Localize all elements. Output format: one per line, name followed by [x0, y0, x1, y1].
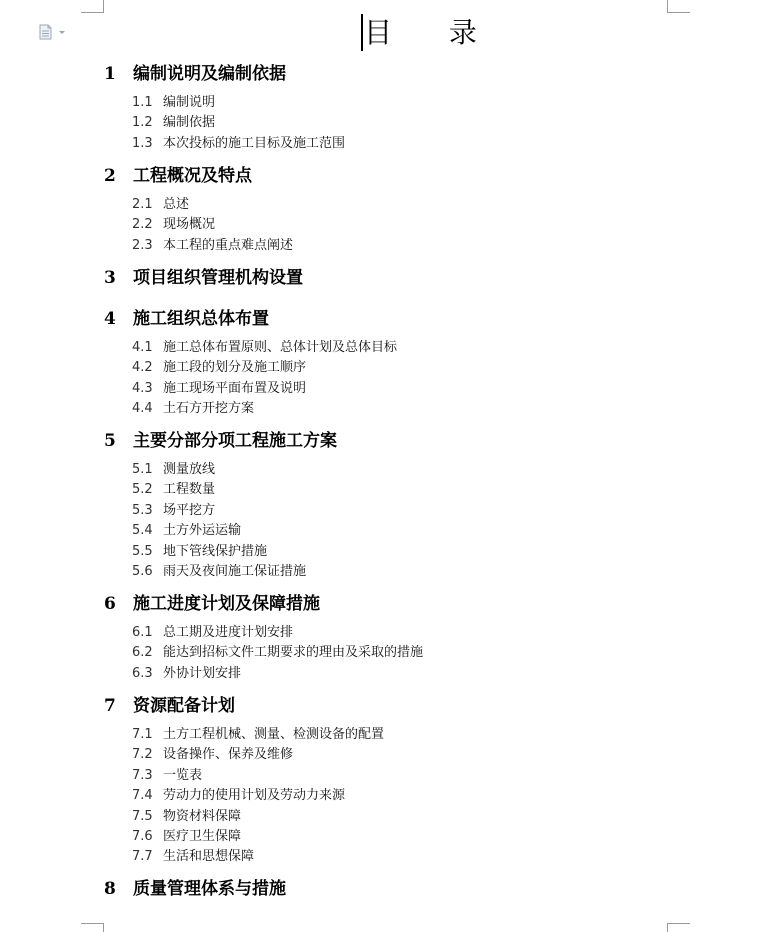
toc-section-title: 总述 — [163, 197, 190, 212]
toc-section-title: 场平挖方 — [163, 502, 216, 518]
page-corner-top-right — [667, 0, 690, 13]
toc-section-title: 本工程的重点难点阐述 — [163, 237, 294, 253]
toc-chapter-title: 质量管理体系与措施 — [133, 879, 286, 899]
toc-chapter-title: 施工进度计划及保障措施 — [133, 594, 320, 614]
toc-chapter-title: 项目组织管理机构设置 — [133, 268, 303, 288]
toc-section-title: 外协计划安排 — [163, 665, 242, 681]
toc-chapter-number: 1 — [104, 64, 116, 84]
toc-section-number: 1.1 — [132, 95, 153, 110]
toc-section-number: 2.2 — [132, 217, 153, 233]
toc-section-number: 1.3 — [132, 135, 153, 151]
toc-section-title: 劳动力的使用计划及劳动力来源 — [163, 788, 346, 804]
toc-section-title: 编制依据 — [163, 115, 216, 131]
toc-section-title: 施工现场平面布置及说明 — [163, 380, 307, 396]
toc-chapter-number: 7 — [104, 696, 116, 716]
toc-section-number: 5.4 — [132, 523, 153, 539]
toc-section-number: 5.3 — [132, 502, 153, 518]
toc-section-number: 5.5 — [132, 543, 153, 559]
toc-section-title: 土方外运运输 — [163, 523, 242, 539]
toc-section-number: 4.3 — [132, 380, 153, 396]
toc-section-number: 2.3 — [132, 237, 153, 253]
toc-chapter-number: 8 — [104, 879, 116, 899]
toc-chapter-number: 4 — [104, 309, 116, 329]
toc-section-number: 5.1 — [132, 462, 153, 477]
toc-section-title: 地下管线保护措施 — [163, 543, 268, 559]
toc-section-title: 本次投标的施工目标及施工范围 — [163, 135, 346, 151]
toc-chapter-title: 编制说明及编制依据 — [133, 64, 286, 84]
toc-chapter-number: 3 — [104, 268, 116, 288]
toc-section-number: 6.3 — [132, 665, 153, 681]
toc-section-title: 施工总体布置原则、总体计划及总体目标 — [163, 340, 398, 355]
text-cursor — [361, 14, 363, 51]
toc-chapter-title: 主要分部分项工程施工方案 — [133, 431, 337, 451]
toc-chapter-title: 资源配备计划 — [133, 696, 235, 716]
toc-section-number: 7.1 — [132, 727, 153, 742]
toc-section-title: 施工段的划分及施工顺序 — [163, 360, 307, 376]
toc-section-number: 7.5 — [132, 808, 153, 824]
toc-section-title: 一览表 — [163, 767, 203, 783]
toc-section-number: 4.4 — [132, 401, 153, 417]
toc-section-title: 编制说明 — [163, 95, 216, 110]
toc-section-number: 7.7 — [132, 849, 153, 865]
toc-section-title: 土石方开挖方案 — [163, 401, 255, 417]
toc-section-title: 设备操作、保养及维修 — [163, 747, 294, 763]
toc-section-title: 物资材料保障 — [163, 808, 242, 824]
toc-chapter-number: 2 — [104, 166, 116, 186]
toc-section-number: 4.2 — [132, 360, 153, 376]
toc-section-number: 5.2 — [132, 482, 153, 498]
toc-section-number: 4.1 — [132, 340, 153, 355]
toc-section-title: 医疗卫生保障 — [163, 829, 242, 844]
toc-section-title: 总工期及进度计划安排 — [163, 625, 294, 640]
toc-section-title: 现场概况 — [163, 217, 216, 233]
toc-section-title: 雨天及夜间施工保证措施 — [163, 564, 307, 579]
toc-section-number: 7.2 — [132, 747, 153, 763]
toc-section-number: 6.1 — [132, 625, 153, 640]
toc-section-number: 1.2 — [132, 115, 153, 131]
toc-chapter-title: 工程概况及特点 — [133, 166, 252, 186]
page-corner-top-left — [81, 0, 104, 13]
toc-section-title: 土方工程机械、测量、检测设备的配置 — [163, 727, 385, 742]
document-options-icon[interactable] — [38, 24, 68, 40]
toc-section-number: 7.4 — [132, 788, 153, 804]
toc-section-title: 测量放线 — [163, 462, 216, 477]
toc-chapter-number: 6 — [104, 594, 116, 614]
toc-chapter-number: 5 — [104, 431, 116, 451]
toc-section-number: 7.6 — [132, 829, 153, 844]
toc-chapter-title: 施工组织总体布置 — [133, 309, 269, 329]
toc-section-number: 2.1 — [132, 197, 153, 212]
toc-section-title: 生活和思想保障 — [163, 849, 255, 865]
toc-section-title: 能达到招标文件工期要求的理由及采取的措施 — [163, 645, 424, 661]
toc-section-number: 7.3 — [132, 767, 153, 783]
page-title: 目 录 — [364, 16, 501, 49]
toc-section-number: 5.6 — [132, 564, 153, 579]
toc-section-title: 工程数量 — [163, 482, 216, 498]
toc-section-number: 6.2 — [132, 645, 153, 661]
